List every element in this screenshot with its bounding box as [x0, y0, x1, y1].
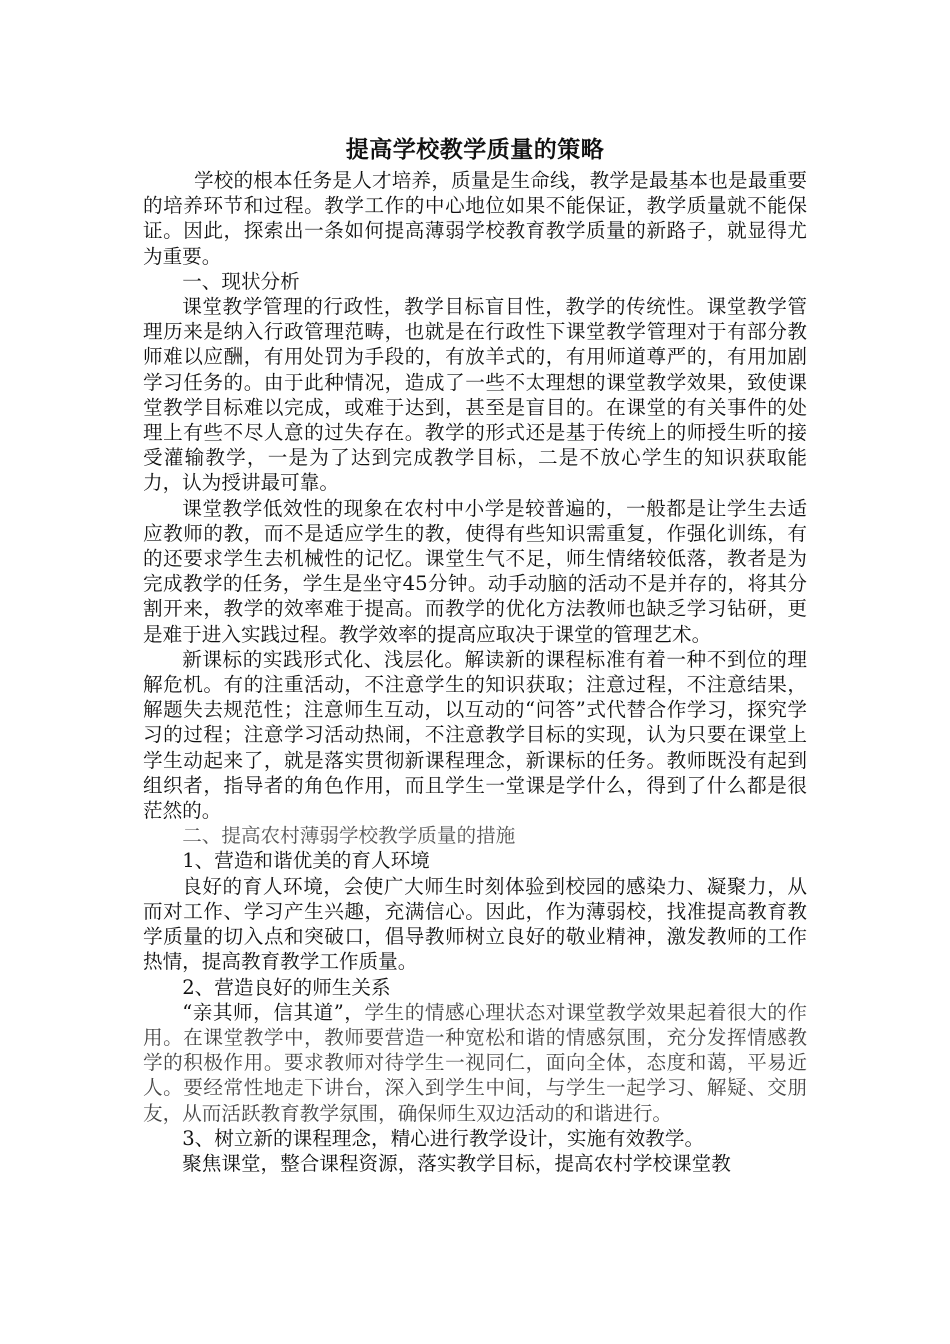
- paragraph-admin: 课堂教学管理的行政性，教学目标盲目性，教学的传统性。课堂教学管理历来是纳入行政管理范畴，也就是在行政性下课堂教学管理对于有部分教师难以应酬，有用处罚为手段的，有放羊式的，有用师道尊严的，有用加剧学习任务的。由于此种情况，造成了一些不太理想的课堂教学效果，致使课堂教学目标难以完成，或难于达到，甚至是盲目的。在课堂的有关事件的处理上有些不尽人意的过失存在。教学的形式还是基于传统上的师授生听的接受灌输教学，一是为了达到完成教学目标，二是不放心学生的知识获取能力，认为授讲最可靠。: [143, 295, 807, 495]
- paragraph-low-efficiency: 课堂教学低效性的现象在农村中小学是较普遍的，一般都是让学生去适应教师的教，而不是适应学生的教，使得有些知识需重复，作强化训练，有的还要求学生去机械性的记忆。课堂生气不足，师生情绪较低落，教者是为完成教学的任务，学生是坐守45分钟。动手动脑的活动不是并存的，将其分割开来，教学的效率难于提高。而教学的优化方法教师也缺乏学习钻研，更是难于进入实践过程。教学效率的提高应取决于课堂的管理艺术。: [143, 496, 807, 646]
- document-title: 提高学校教学质量的策略: [345, 136, 605, 163]
- section-heading-measures: 二、提高农村薄弱学校教学质量的措施: [182, 824, 516, 848]
- paragraph-relationship: [143, 1000, 807, 1126]
- quote-text: “亲其师，信其道”，: [182, 1000, 365, 1024]
- intro-paragraph: 学校的根本任务是人才培养，质量是生命线，教学是最基本也是最重要的培养环节和过程。教学工作的中心地位如果不能保证，教学质量就不能保证。因此，探索出一条如何提高薄弱学校教育教学质量的新路子，就显得尤为重要。: [143, 169, 807, 268]
- section-heading-status: 一、现状分析: [182, 269, 300, 293]
- paragraph-classroom-focus: 聚焦课堂，整合课程资源，落实教学目标，提高农村学校课堂教: [182, 1151, 731, 1175]
- item-heading-curriculum: 3、树立新的课程理念，精心进行教学设计，实施有效教学。: [182, 1126, 705, 1150]
- item-heading-environment: 1、营造和谐优美的育人环境: [182, 849, 430, 873]
- item-heading-relationship: 2、营造良好的师生关系: [182, 975, 391, 999]
- paragraph-new-curriculum: 新课标的实践形式化、浅层化。解读新的课程标准有着一种不到位的理解危机。有的注重活动，不注意学生的知识获取；注意过程，不注意结果，解题失去规范性；注意师生互动，以互动的“问答”式代替合作学习，探究学习的过程；注意学习活动热闹，不注意教学目标的实现，认为只要在课堂上学生动起来了，就是落实贯彻新课程理念，新课标的任务。教师既没有起到组织者，指导者的角色作用，而且学生一堂课是学什么，得到了什么都是很茫然的。: [143, 647, 807, 823]
- relationship-text: 学生的情感心理状态对课堂教学效果起着很大的作用。在课堂教学中，教师要营造一种宽松和谐的情感氛围，充分发挥情感教学的积极作用。要求教师对待学生一视同仁，面向全体，态度和蔼，平易近人。要经常性地走下讲台，深入到学生中间，与学生一起学习、解疑、交朋友，从而活跃教育教学氛围，确保师生双边活动的和谐进行。: [143, 1000, 807, 1125]
- document-body: [143, 132, 807, 1176]
- paragraph-environment: 良好的育人环境，会使广大师生时刻体验到校园的感染力、凝聚力，从而对工作、学习产生兴趣，充满信心。因此，作为薄弱校，找准提高教育教学质量的切入点和突破口，倡导教师树立良好的敬业精神，激发教师的工作热情，提高教育教学工作质量。: [143, 874, 807, 974]
